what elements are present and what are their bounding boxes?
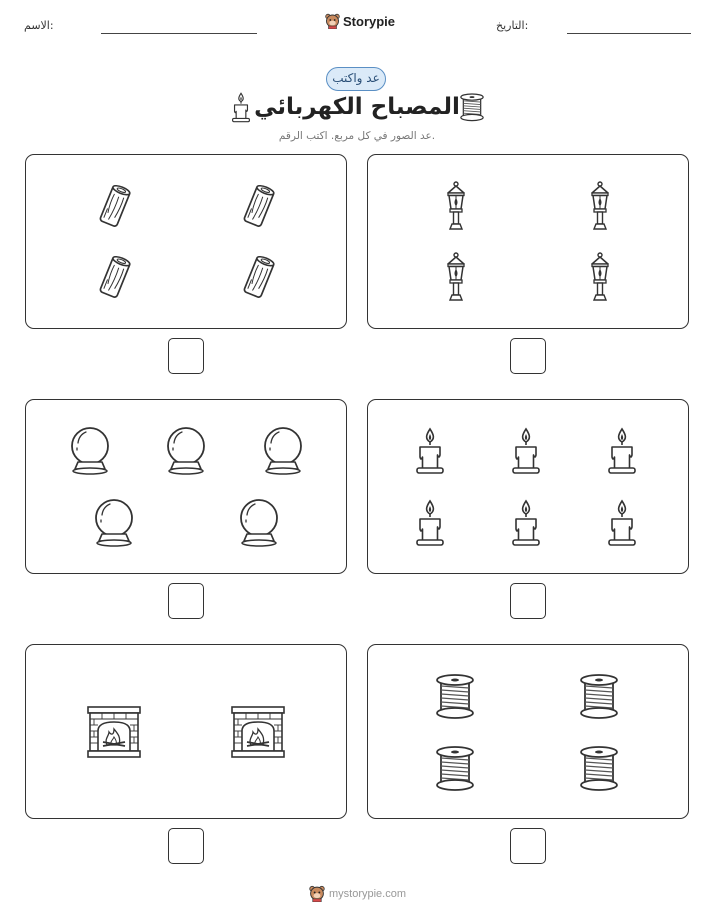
name-label: الاسم: — [24, 19, 54, 32]
answer-box-logs[interactable] — [168, 338, 204, 374]
brand-name: Storypie — [343, 13, 396, 29]
candle-icon — [607, 426, 637, 476]
candle-icon — [607, 498, 637, 548]
lantern-icon — [441, 181, 471, 231]
spool-icon — [578, 672, 620, 720]
panel-spools — [367, 644, 689, 819]
bear-mascot-icon — [309, 885, 325, 902]
crystal-ball-icon — [164, 426, 208, 476]
panel-lanterns — [367, 154, 689, 329]
panel-logs — [25, 154, 347, 329]
panel-fireplaces — [25, 644, 347, 819]
fireplace-icon — [87, 705, 141, 759]
lantern-icon — [585, 252, 615, 302]
spool-icon — [459, 92, 485, 122]
log-icon — [239, 183, 279, 229]
crystal-ball-icon — [261, 426, 305, 476]
log-icon — [95, 254, 135, 300]
crystal-ball-icon — [237, 498, 281, 548]
candle-icon — [231, 92, 251, 123]
candle-icon — [415, 498, 445, 548]
candle-icon — [415, 426, 445, 476]
instructions: عد الصور في كل مربع. اكتب الرقم. — [278, 130, 436, 142]
lantern-icon — [441, 252, 471, 302]
name-line[interactable] — [101, 33, 257, 34]
crystal-ball-icon — [68, 426, 112, 476]
answer-box-spools[interactable] — [510, 828, 546, 864]
spool-icon — [434, 672, 476, 720]
bear-mascot-icon — [325, 13, 340, 29]
brand-logo — [325, 13, 395, 29]
log-icon — [239, 254, 279, 300]
footer-url[interactable]: mystorypie.com — [329, 887, 407, 900]
candle-icon — [511, 426, 541, 476]
footer — [309, 885, 406, 902]
answer-box-lanterns[interactable] — [510, 338, 546, 374]
activity-badge: عد واكتب — [326, 67, 386, 91]
answer-box-candles[interactable] — [510, 583, 546, 619]
crystal-ball-icon — [92, 498, 136, 548]
date-label: التاريخ: — [496, 19, 529, 32]
date-line[interactable] — [567, 33, 691, 34]
fireplace-icon — [231, 705, 285, 759]
spool-icon — [578, 744, 620, 792]
log-icon — [95, 183, 135, 229]
spool-icon — [434, 744, 476, 792]
candle-icon — [511, 498, 541, 548]
lantern-icon — [585, 181, 615, 231]
answer-box-fireplaces[interactable] — [168, 828, 204, 864]
page-title: المصباح الكهربائي — [254, 94, 460, 120]
answer-box-crystal-balls[interactable] — [168, 583, 204, 619]
